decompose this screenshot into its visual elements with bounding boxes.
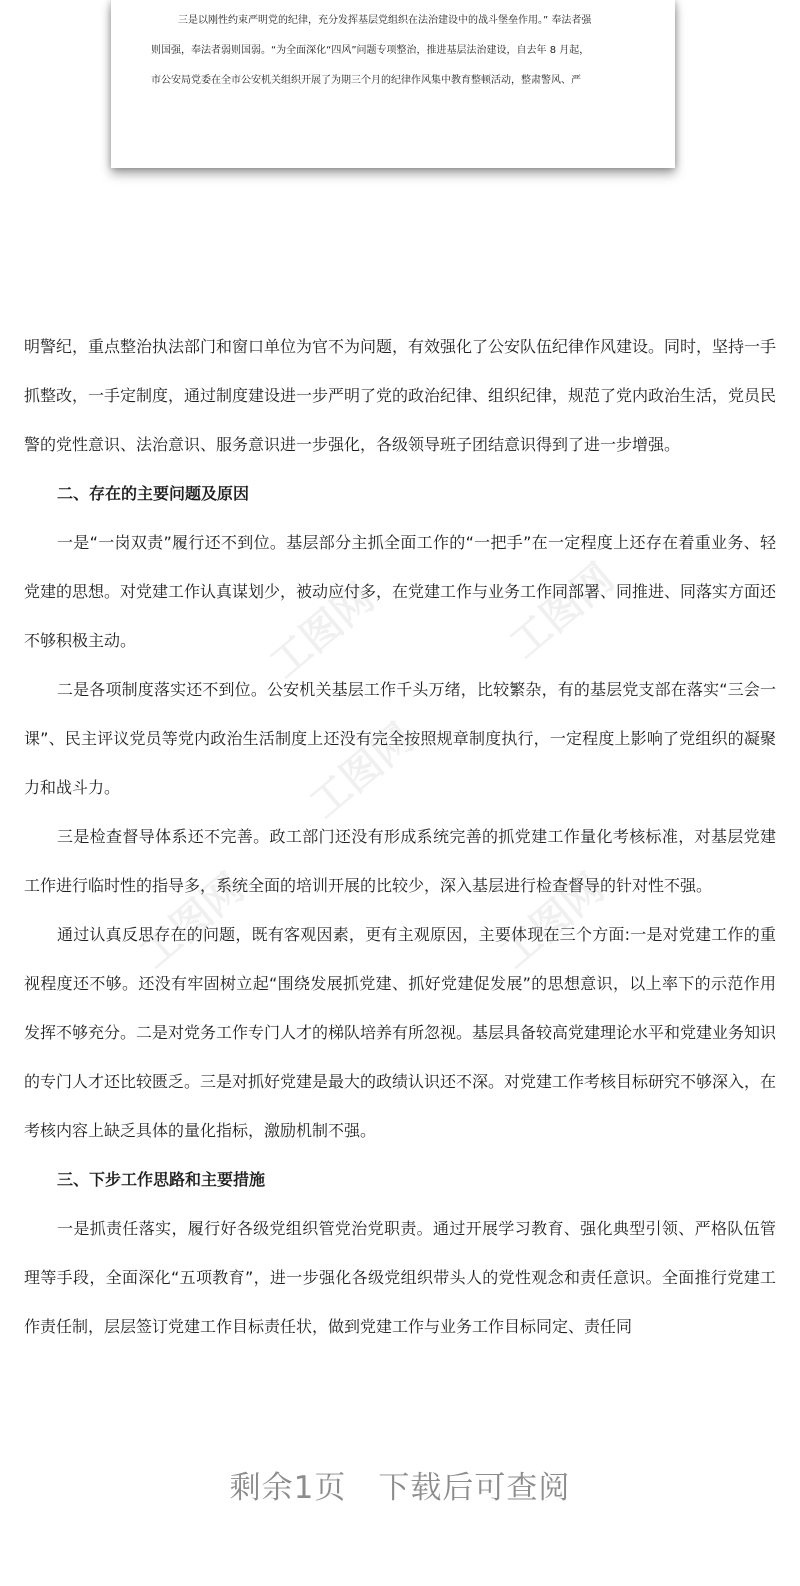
paragraph: 三是检查督导体系还不完善。政工部门还没有形成系统完善的抓党建工作量化考核标准，对基层党建工作进行临时性的指导多，系统全面的培训开展的比较少，深入基层进行检查督导的针对性不强。 <box>24 827 776 895</box>
paragraph: 通过认真反思存在的问题，既有客观因素，更有主观原因，主要体现在三个方面:一是对党建工作的重视程度还不够。还没有牢固树立起“围绕发展抓党建、抓好党建促发展”的思想意识，以上率下的示范作用发挥不够充分。二是对党务工作专门人才的梯队培养有所忽视。基层具备较高党建理论水平和党建业务知识的专门人才还比较匮乏。三是对抓好党建是最大的政绩认识还不深。对党建工作考核目标研究不够深入，在考核内容上缺乏具体的量化指标，激励机制不强。 <box>24 925 777 1140</box>
paragraph-continuation: 明警纪，重点整治执法部门和窗口单位为官不为问题，有效强化了公安队伍纪律作风建设。同时，坚持一手抓整改，一手定制度，通过制度建设进一步严明了党的政治纪律、组织纪律，规范了党内政治生活，党员民警的党性意识、法治意识、服务意识进一步强化，各级领导班子团结意识得到了进一步增强。 <box>24 337 777 454</box>
paragraph: 一是抓责任落实，履行好各级党组织管党治党职责。通过开展学习教育、强化典型引领、严格队伍管理等手段，全面深化“五项教育”，进一步强化各级党组织带头人的党性观念和责任意识。全面推行党建工作责任制，层层签订党建工作目标责任状，做到党建工作与业务工作目标同定、责任同 <box>24 1219 776 1336</box>
preview-line-1: 三是以刚性约束严明党的纪律，充分发挥基层党组织在法治建设中的战斗堡垒作用。” 奉法者强 <box>178 15 592 26</box>
remaining-pages-banner[interactable]: 剩余1页 下载后可查阅 <box>229 1470 571 1506</box>
section-heading-3: 三、下步工作思路和主要措施 <box>57 1170 266 1189</box>
paragraph: 一是“一岗双责”履行还不到位。基层部分主抓全面工作的“一把手”在一定程度上还存在着重业务、轻党建的思想。对党建工作认真谋划少，被动应付多，在党建工作与业务工作同部署、同推进、同落实方面还不够积极主动。 <box>24 533 777 650</box>
document-body <box>24 322 776 1351</box>
section-heading-2: 二、存在的主要问题及原因 <box>57 484 250 503</box>
page-preview-card <box>111 0 675 168</box>
preview-line-3: 市公安局党委在全市公安机关组织开展了为期三个月的纪律作风集中教育整顿活动，整肃警风、严 <box>151 75 581 86</box>
paragraph: 二是各项制度落实还不到位。公安机关基层工作千头万绪，比较繁杂，有的基层党支部在落实“三会一课”、民主评议党员等党内政治生活制度上还没有完全按照规章制度执行，一定程度上影响了党组织的凝聚力和战斗力。 <box>24 680 776 797</box>
watermark: 工图网 <box>261 574 383 688</box>
watermark: 工图网 <box>131 864 253 978</box>
watermark: 工图网 <box>501 554 623 668</box>
preview-line-2: 则国强，奉法者弱则国弱。“为全面深化“四风”问题专项整治，推进基层法治建设，自去年 8 月起， <box>151 45 590 56</box>
watermark: 工图网 <box>491 864 613 978</box>
watermark: 工图网 <box>301 714 423 828</box>
